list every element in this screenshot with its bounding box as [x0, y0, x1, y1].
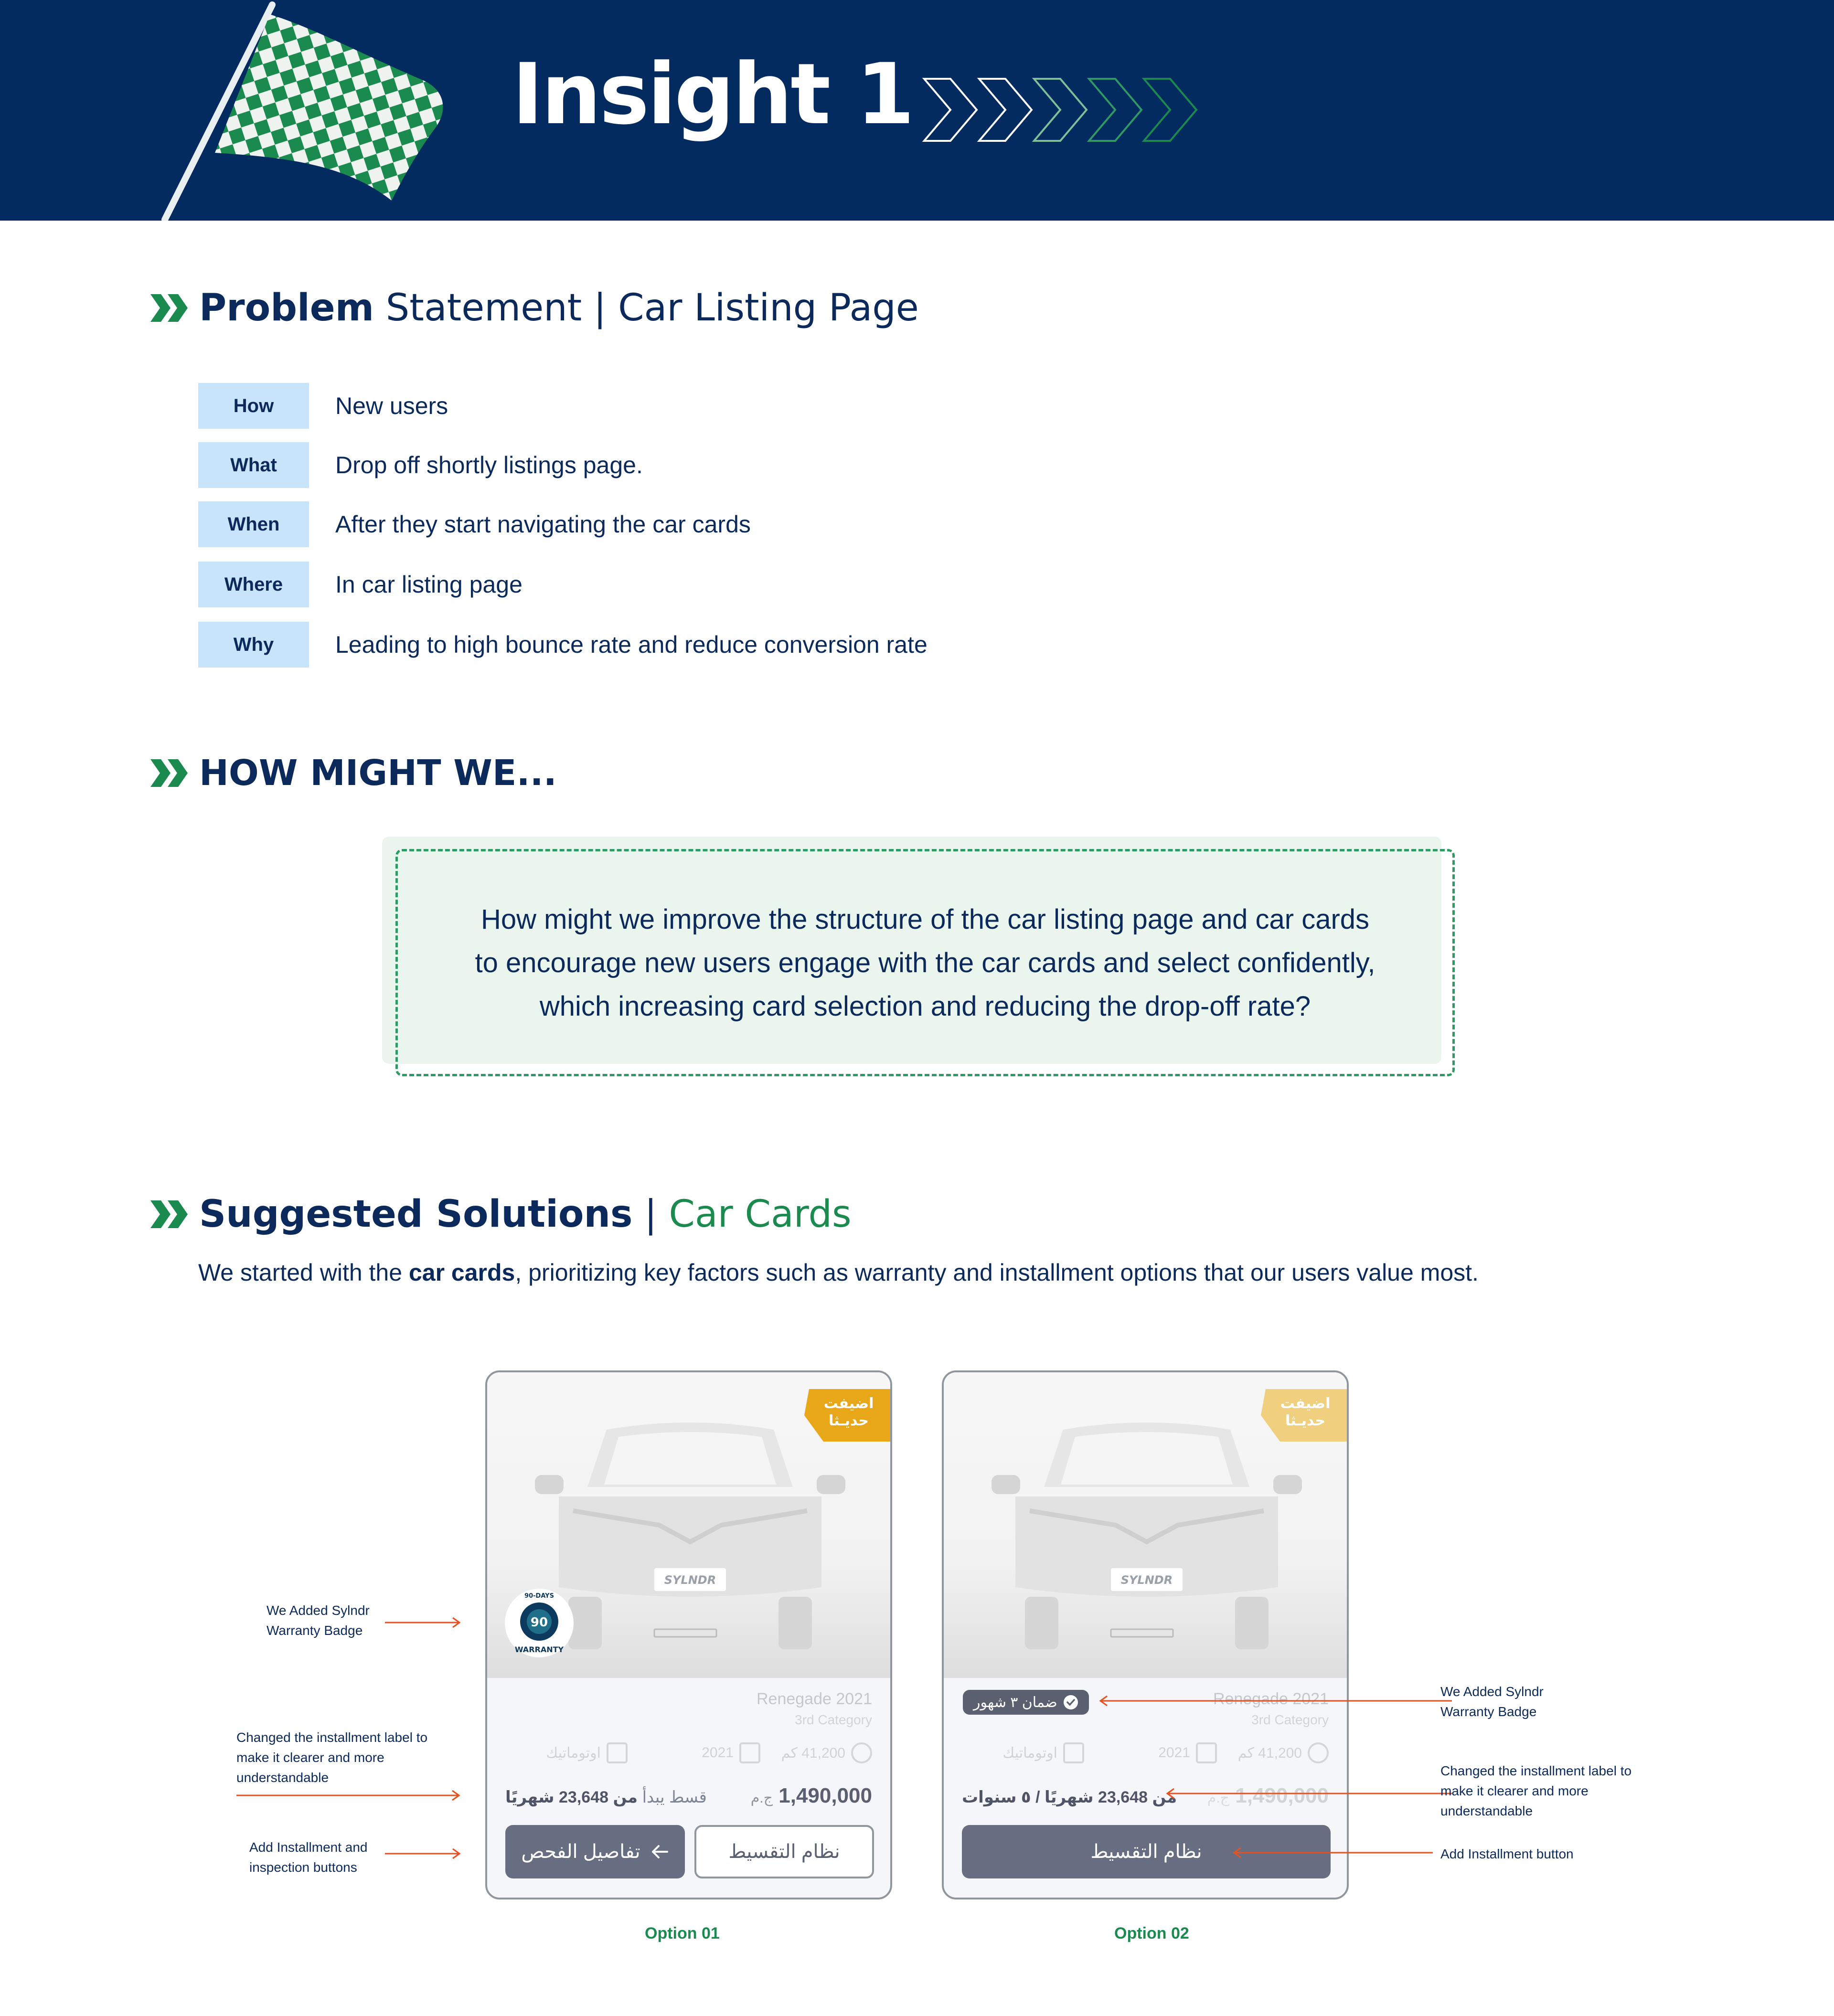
problem-row-where	[198, 562, 522, 607]
speedometer-icon	[851, 1742, 872, 1763]
speedometer-icon	[1308, 1742, 1329, 1763]
annotation-warranty-right	[1440, 1682, 1544, 1722]
problem-row-how	[198, 383, 448, 429]
warranty-badge-icon	[503, 1587, 575, 1659]
car-category: 3rd Category	[795, 1712, 872, 1727]
calendar-icon	[1196, 1742, 1217, 1763]
intro-pre: We started with the	[198, 1259, 409, 1286]
annotation-line: understandable	[236, 1770, 329, 1785]
installment-value: من 23,648 شهريًا / ٥ سنوات	[962, 1788, 1177, 1806]
checkered-flag-icon	[158, 0, 454, 221]
intro-post: , prioritizing key factors such as warranty and installment options that our users value most.	[515, 1259, 1479, 1286]
car-placeholder-image	[535, 1415, 845, 1654]
car-image	[944, 1372, 1347, 1678]
hmw-line: which increasing card selection and reducing the drop-off rate?	[539, 991, 1311, 1022]
hmw-question	[395, 898, 1455, 1028]
spec-year	[1158, 1742, 1217, 1763]
installment-label	[962, 1788, 1177, 1807]
spec-year-text: 2021	[1158, 1745, 1190, 1761]
car-placeholder-image	[992, 1415, 1302, 1654]
price	[751, 1784, 872, 1808]
spec-transmission	[546, 1742, 628, 1763]
spec-mileage-text: 41,200 كم	[781, 1745, 845, 1761]
problem-row-why	[198, 622, 928, 668]
verified-check-icon	[1063, 1695, 1078, 1710]
solutions-intro	[198, 1259, 1479, 1286]
double-chevron-icon	[150, 294, 189, 322]
problem-tag: How	[198, 383, 309, 429]
problem-tag: Why	[198, 622, 309, 668]
gearbox-icon	[607, 1742, 628, 1763]
annotation-line: understandable	[1440, 1804, 1533, 1818]
spec-transmission	[1002, 1742, 1084, 1763]
installment-plan-button[interactable]	[694, 1825, 874, 1878]
inspection-details-button[interactable]	[505, 1825, 685, 1878]
car-image	[487, 1372, 890, 1678]
badge-word: WARRANTY	[514, 1645, 564, 1654]
spec-mileage	[781, 1742, 872, 1763]
spec-mileage	[1238, 1742, 1329, 1763]
annotation-line: make it clearer and more	[236, 1750, 384, 1765]
problem-text: Leading to high bounce rate and reduce conversion rate	[335, 631, 928, 658]
installment-value: من 23,648 شهريًا	[505, 1788, 638, 1806]
annotation-installment-left	[236, 1728, 427, 1788]
annotation-line: Warranty Badge	[267, 1623, 363, 1638]
price-value: 1,490,000	[1235, 1784, 1329, 1807]
spec-transmission-text: اوتوماتيك	[546, 1745, 601, 1761]
car-title: Renegade 2021	[756, 1690, 872, 1708]
annotation-line: inspection buttons	[249, 1860, 357, 1875]
annotation-button-right	[1440, 1844, 1574, 1864]
arrow-left-icon	[1232, 1847, 1433, 1858]
car-title: Renegade 2021	[1213, 1690, 1329, 1708]
annotation-buttons-left	[249, 1837, 368, 1878]
currency: ج.م	[1207, 1790, 1230, 1806]
option-1-label: Option 01	[645, 1924, 720, 1942]
car-card-option-2[interactable]	[942, 1370, 1349, 1899]
solutions-title-sep: |	[632, 1193, 669, 1236]
price-value: 1,490,000	[778, 1784, 872, 1807]
gearbox-icon	[1063, 1742, 1084, 1763]
double-chevron-icon	[150, 1200, 189, 1228]
problem-statement-heading	[150, 286, 919, 329]
currency: ج.م	[750, 1790, 773, 1806]
new-ribbon-text: اضيفت حديـثا	[1280, 1396, 1331, 1429]
problem-text: New users	[335, 393, 448, 419]
spec-year-text: 2021	[702, 1745, 734, 1761]
annotation-line: We Added Sylndr	[1440, 1684, 1544, 1699]
plate-text: SYLNDR	[1120, 1573, 1173, 1587]
arrow-left-icon	[650, 1842, 669, 1861]
arrow-left-icon	[1098, 1695, 1452, 1707]
annotation-line: make it clearer and more	[1440, 1783, 1589, 1798]
arrow-left-icon	[1165, 1788, 1452, 1799]
header-banner	[0, 0, 1834, 221]
car-card-option-1[interactable]	[485, 1370, 892, 1899]
solutions-title-green: Car Cards	[669, 1193, 852, 1236]
car-category: 3rd Category	[1251, 1712, 1329, 1727]
problem-text: Drop off shortly listings page.	[335, 452, 643, 478]
annotation-line: Warranty Badge	[1440, 1704, 1537, 1719]
annotation-line: Changed the installment label to	[1440, 1763, 1632, 1778]
annotation-installment-right	[1440, 1761, 1631, 1821]
annotation-line: Changed the installment label to	[236, 1730, 428, 1745]
new-ribbon-text: اضيفت حديـثا	[823, 1396, 874, 1429]
double-chevron-icon	[150, 759, 189, 787]
page-title: Insight 1	[512, 45, 913, 143]
problem-tag: When	[198, 501, 309, 547]
intro-bold: car cards	[408, 1259, 515, 1286]
spec-year	[702, 1742, 760, 1763]
problem-title-rest: Statement | Car Listing Page	[373, 286, 919, 329]
plate-text: SYLNDR	[664, 1573, 716, 1587]
problem-row-what	[198, 442, 643, 488]
installment-prefix: قسط يبدأ	[642, 1788, 707, 1806]
badge-number: 90	[530, 1615, 548, 1630]
annotation-line: Add Installment and	[249, 1840, 368, 1855]
problem-tag: What	[198, 442, 309, 488]
solutions-heading	[150, 1193, 852, 1236]
problem-row-when	[198, 501, 751, 547]
problem-title-bold: Problem	[199, 286, 374, 329]
hmw-line: to encourage new users engage with the car cards and select confidently,	[475, 947, 1376, 978]
spec-mileage-text: 41,200 كم	[1237, 1745, 1302, 1761]
arrow-right-icon	[385, 1617, 461, 1628]
badge-days: 90-DAYS	[524, 1592, 554, 1600]
installment-label	[505, 1788, 707, 1807]
warranty-pill-text: ضمان ٣ شهور	[973, 1694, 1057, 1710]
annotation-warranty-left	[267, 1601, 370, 1641]
spec-transmission-text: اوتوماتيك	[1002, 1745, 1057, 1761]
arrow-right-icon	[236, 1790, 461, 1801]
problem-text: In car listing page	[335, 571, 522, 598]
inspection-details-label: تفاصيل الفحص	[521, 1841, 640, 1862]
problem-text: After they start navigating the car cards	[335, 511, 751, 538]
hmw-heading	[150, 753, 557, 794]
option-2-label: Option 02	[1114, 1924, 1189, 1942]
hmw-title: HOW MIGHT WE...	[199, 753, 557, 794]
annotation-line: We Added Sylndr	[267, 1603, 370, 1618]
calendar-icon	[739, 1742, 760, 1763]
chevrons-right-icon	[922, 76, 1199, 143]
solutions-title-bold: Suggested Solutions	[199, 1193, 633, 1236]
problem-tag: Where	[198, 562, 309, 607]
arrow-right-icon	[385, 1848, 461, 1859]
installment-plan-label: نظام التقسيط	[1090, 1841, 1202, 1862]
annotation-line: Add Installment button	[1440, 1846, 1574, 1861]
installment-plan-label: نظام التقسيط	[728, 1841, 840, 1862]
hmw-line: How might we improve the structure of the car listing page and car cards	[480, 904, 1370, 935]
warranty-pill	[963, 1690, 1089, 1715]
